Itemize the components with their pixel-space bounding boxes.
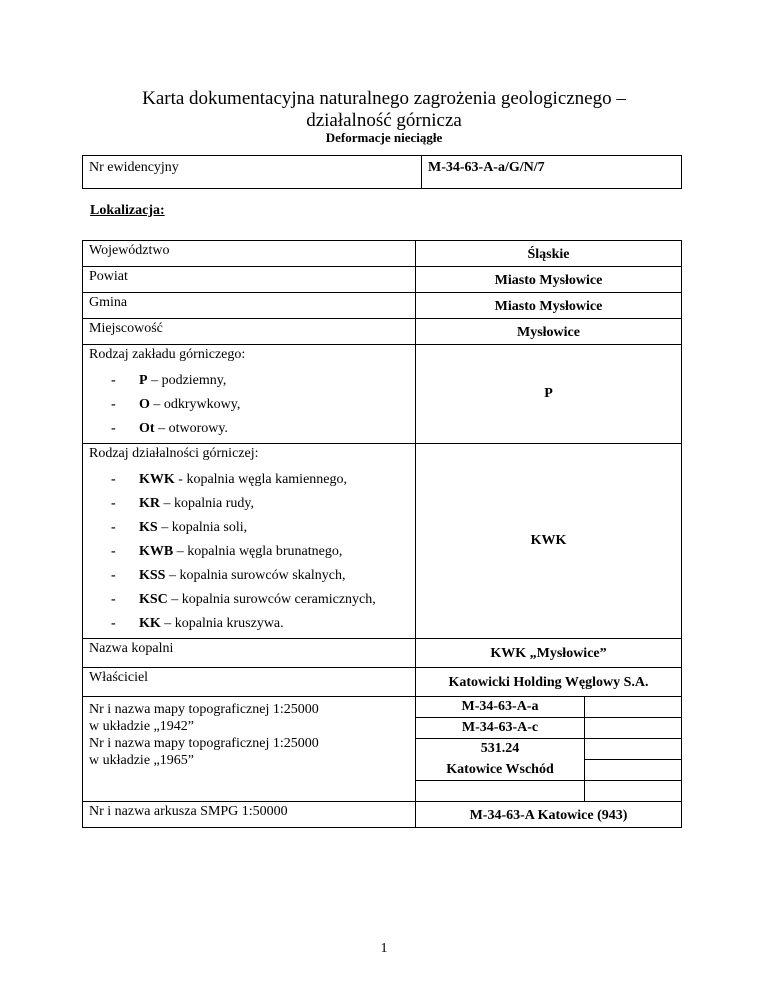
location-table <box>82 240 682 828</box>
map-label-1942-line-2: w układzie „1942” <box>89 719 194 734</box>
row-label: Rodzaj działalności górniczej: <box>89 446 259 461</box>
row-smpg <box>83 802 682 828</box>
list-item: - Ot – otworowy. <box>89 417 409 441</box>
list-item: - KR – kopalnia rudy, <box>89 492 409 516</box>
list-item: - KSS – kopalnia surowców skalnych, <box>89 564 409 588</box>
title-line-2: działalność górnicza <box>306 110 462 131</box>
list-item: - O – odkrywkowy, <box>89 393 409 417</box>
row-label: Miejscowość <box>83 319 416 345</box>
map-value: M-34-63-A-c <box>416 718 585 739</box>
map-values-grid <box>416 697 681 801</box>
row-mapy <box>83 697 682 802</box>
row-label: Województwo <box>83 241 416 267</box>
title-line-1: Karta dokumentacyjna naturalnego zagrożenia geologicznego – <box>142 88 626 109</box>
empty-cell <box>585 760 682 781</box>
list-item: - KK – kopalnia kruszywa. <box>89 612 409 636</box>
row-rodzaj-zakladu <box>83 345 682 444</box>
section-heading-lokalizacja: Lokalizacja: <box>90 203 165 218</box>
option-list <box>89 468 409 636</box>
row-value: Mysłowice <box>416 319 682 345</box>
row-value: KWK <box>416 444 682 639</box>
document-subtitle: Deformacje nieciągłe <box>325 130 443 145</box>
row-wlasciciel <box>83 668 682 697</box>
row-label: Gmina <box>83 293 416 319</box>
map-values-cell <box>416 697 682 802</box>
row-powiat <box>83 267 682 293</box>
list-item: - KS – kopalnia soli, <box>89 516 409 540</box>
row-wojewodztwo <box>83 241 682 267</box>
row-label-maps <box>83 697 416 802</box>
empty-cell <box>585 718 682 739</box>
map-label-1965-line-2: w układzie „1965” <box>89 753 194 768</box>
row-nazwa-kopalni <box>83 639 682 668</box>
row-label: Właściciel <box>83 668 416 697</box>
document-title <box>0 88 768 132</box>
ident-value: M-34-63-A-a/G/N/7 <box>422 156 682 189</box>
list-item: - KWB – kopalnia węgla brunatnego, <box>89 540 409 564</box>
row-value: Katowicki Holding Węglowy S.A. <box>416 668 682 697</box>
empty-cell <box>585 739 682 760</box>
row-value: P <box>416 345 682 444</box>
map-value <box>416 781 585 802</box>
row-label: Rodzaj zakładu górniczego: <box>89 347 246 362</box>
row-label: Nr i nazwa arkusza SMPG 1:50000 <box>83 802 416 828</box>
row-miejscowosc <box>83 319 682 345</box>
list-item: - KWK - kopalnia węgla kamiennego, <box>89 468 409 492</box>
row-rodzaj-dzialalnosci <box>83 444 682 639</box>
row-label-list <box>83 444 416 639</box>
list-item: - P – podziemny, <box>89 369 409 393</box>
page-number: 1 <box>380 941 388 956</box>
map-label-1965-line-1: Nr i nazwa mapy topograficznej 1:25000 <box>89 736 319 751</box>
row-value: KWK „Mysłowice” <box>416 639 682 668</box>
row-label: Powiat <box>83 267 416 293</box>
list-item: - KSC – kopalnia surowców ceramicznych, <box>89 588 409 612</box>
ident-table <box>82 155 682 189</box>
map-value: Katowice Wschód <box>416 760 585 781</box>
map-label-1942-line-1: Nr i nazwa mapy topograficznej 1:25000 <box>89 702 319 717</box>
row-gmina <box>83 293 682 319</box>
row-label: Nazwa kopalni <box>83 639 416 668</box>
row-value: M-34-63-A Katowice (943) <box>416 802 682 828</box>
ident-label: Nr ewidencyjny <box>83 156 422 189</box>
row-value: Śląskie <box>416 241 682 267</box>
option-list <box>89 369 409 441</box>
empty-cell <box>585 781 682 802</box>
map-value: 531.24 <box>480 741 520 757</box>
row-label-list <box>83 345 416 444</box>
map-value: M-34-63-A-a <box>416 697 585 718</box>
row-value: Miasto Mysłowice <box>416 267 682 293</box>
empty-cell <box>585 697 682 718</box>
row-value: Miasto Mysłowice <box>416 293 682 319</box>
